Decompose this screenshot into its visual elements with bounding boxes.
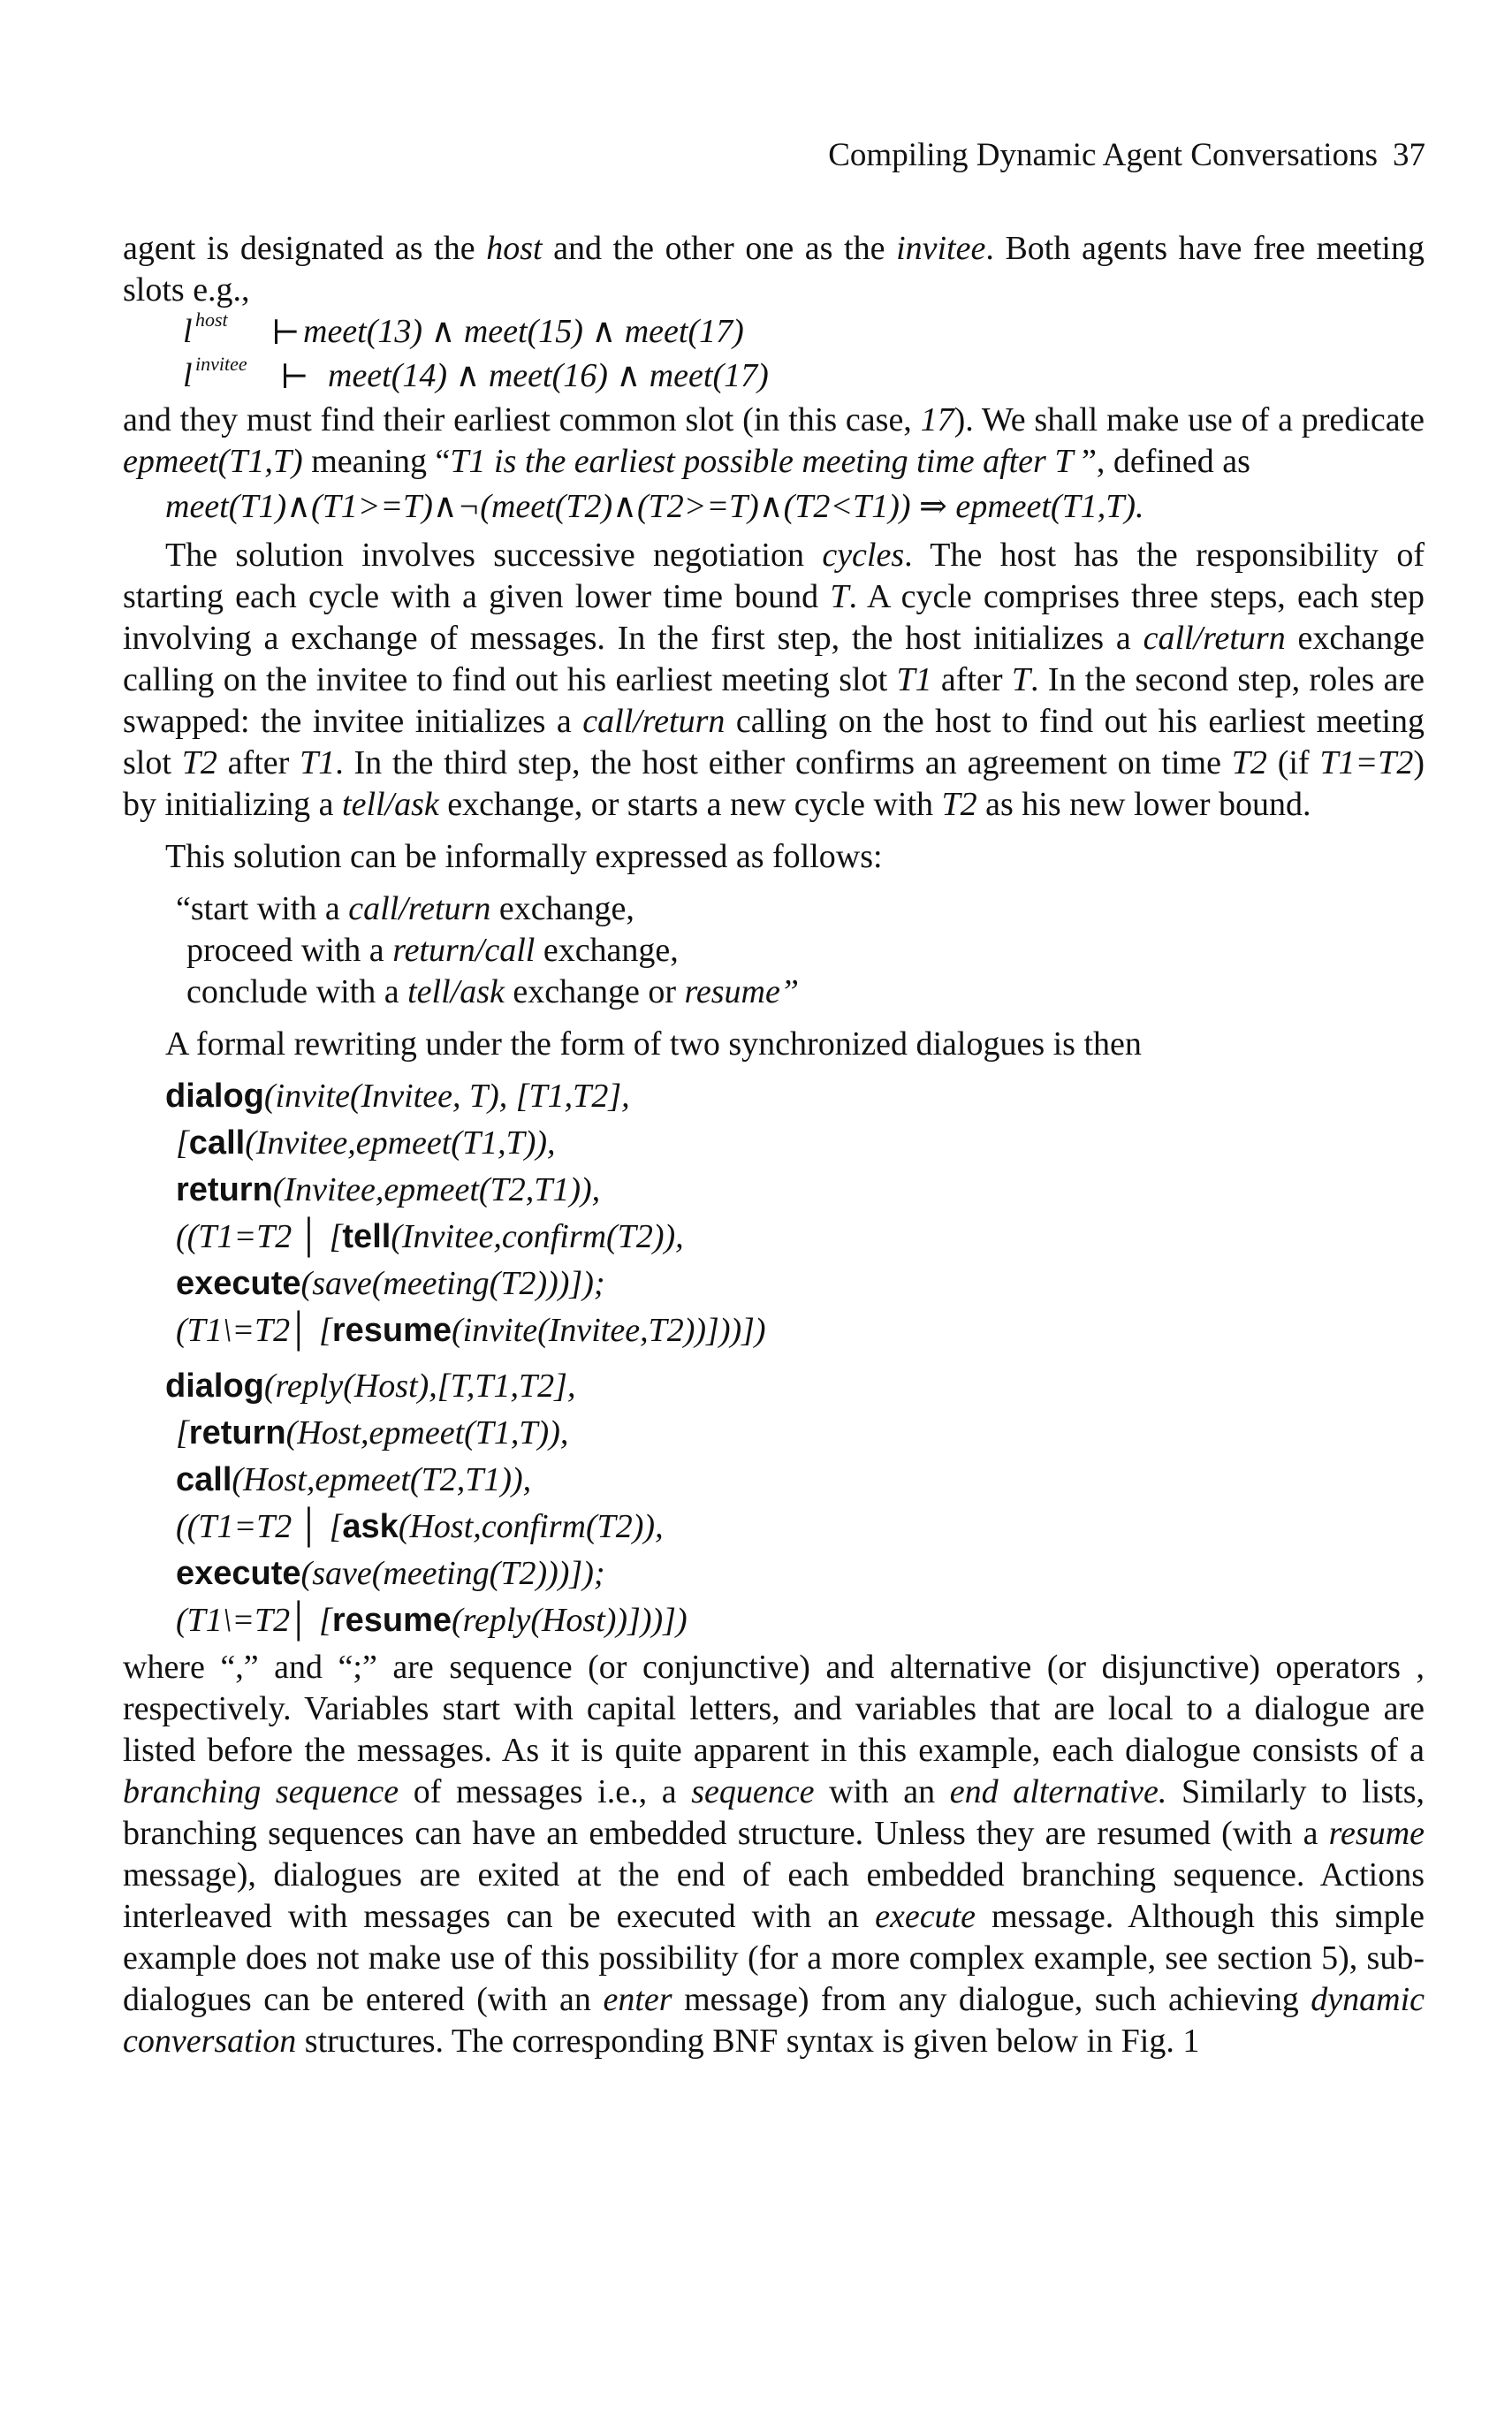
code-line: execute(save(meeting(T2)))]); (176, 1555, 605, 1592)
quote-line: proceed with a return/call exchange, (186, 932, 679, 969)
paragraph-informal: This solution can be informally expressed as follows: (165, 838, 883, 875)
code-line: [call(Invitee,epmeet(T1,T)), (176, 1124, 556, 1162)
code-line: ((T1=T2 │ [ask(Host,confirm(T2)), (176, 1508, 664, 1545)
paragraph-explanation: where “,” and “;” are sequence (or conjunctive) and alternative (or disjunctive) operators , respectively. Variables start with capital letters, and variables that are local to a dialogue are listed before the messages. As it is quite apparent in this example, each dialogue consists of a branching sequence of messages i.e., a sequence with an end alternative. Similarly to lists, branching sequences can have an embedded structure. Unless they are resumed (with a resume message), dialogues are exited at the end of each embedded branching sequence. Actions interleaved with messages can be executed with an execute message. Although this simple example does not make use of this possibility (for a more complex example, see section 5), sub-dialogues can be entered (with an enter message) from any dialogue, such achieving dynamic conversation structures. The corresponding BNF syntax is given below in Fig. 1 (123, 1649, 1425, 2060)
paragraph-intro: agent is designated as the host and the other one as the invitee. Both agents have free meeting slots e.g., (123, 230, 1425, 309)
quote-line: conclude with a tell/ask exchange or resume” (186, 973, 799, 1010)
code-line: call(Host,epmeet(T2,T1)), (176, 1461, 532, 1498)
dialog-reply-code (123, 1366, 1425, 1647)
invitee-slots-formula: l invitee ⊢ meet(14) ∧ meet(16) ∧ meet(17) (183, 353, 769, 396)
running-title: Compiling Dynamic Agent Conversations (828, 137, 1378, 173)
informal-quote (123, 888, 1425, 1013)
quote-line: “start with a call/return exchange, (176, 890, 634, 927)
page-number: 37 (1393, 137, 1425, 173)
code-line: return(Invitee,epmeet(T2,T1)), (176, 1171, 601, 1208)
paragraph-formal: A formal rewriting under the form of two synchronized dialogues is then (165, 1025, 1142, 1063)
code-line: dialog(reply(Host),[T,T1,T2], (165, 1368, 576, 1405)
paragraph-predicate: and they must find their earliest common slot (in this case, 17). We shall make use of a predicate epmeet(T1,T) meaning “T1 is the earliest possible meeting time after T ”, defined as (123, 401, 1425, 480)
code-line: dialog(invite(Invitee, T), [T1,T2], (165, 1078, 630, 1115)
page-body (123, 228, 1425, 2062)
paragraph-solution: The solution involves successive negotiation cycles. The host has the responsibility of starting each cycle with a given lower time bound T. A cycle comprises three steps, each step involving a exchange of messages. In the first step, the host initializes a call/return exchange calling on the invitee to find out his earliest meeting slot T1 after T. In the second step, roles are swapped: the invitee initializes a call/return calling on the host to find out his earliest meeting slot T2 after T1. In the third step, the host either confirms an agreement on time T2 (if T1=T2) by initializing a tell/ask exchange, or starts a new cycle with T2 as his new lower bound. (123, 537, 1425, 823)
code-line: [return(Host,epmeet(T1,T)), (176, 1414, 569, 1452)
dialog-invite-code (123, 1076, 1425, 1357)
code-line: execute(save(meeting(T2)))]); (176, 1265, 605, 1302)
epmeet-definition: meet(T1)∧(T1>=T)∧¬(meet(T2)∧(T2>=T)∧(T2<T1)) ⇒ epmeet(T1,T). (165, 488, 1144, 525)
code-line: (T1\=T2│ [resume(reply(Host))]))]) (176, 1602, 688, 1639)
code-line: (T1\=T2│ [resume(invite(Invitee,T2))]))]) (176, 1312, 766, 1349)
host-slots-formula: l host ⊢ meet(13) ∧ meet(15) ∧ meet(17) (183, 309, 744, 352)
code-line: ((T1=T2 │ [tell(Invitee,confirm(T2)), (176, 1218, 684, 1255)
page-header (0, 134, 1512, 179)
